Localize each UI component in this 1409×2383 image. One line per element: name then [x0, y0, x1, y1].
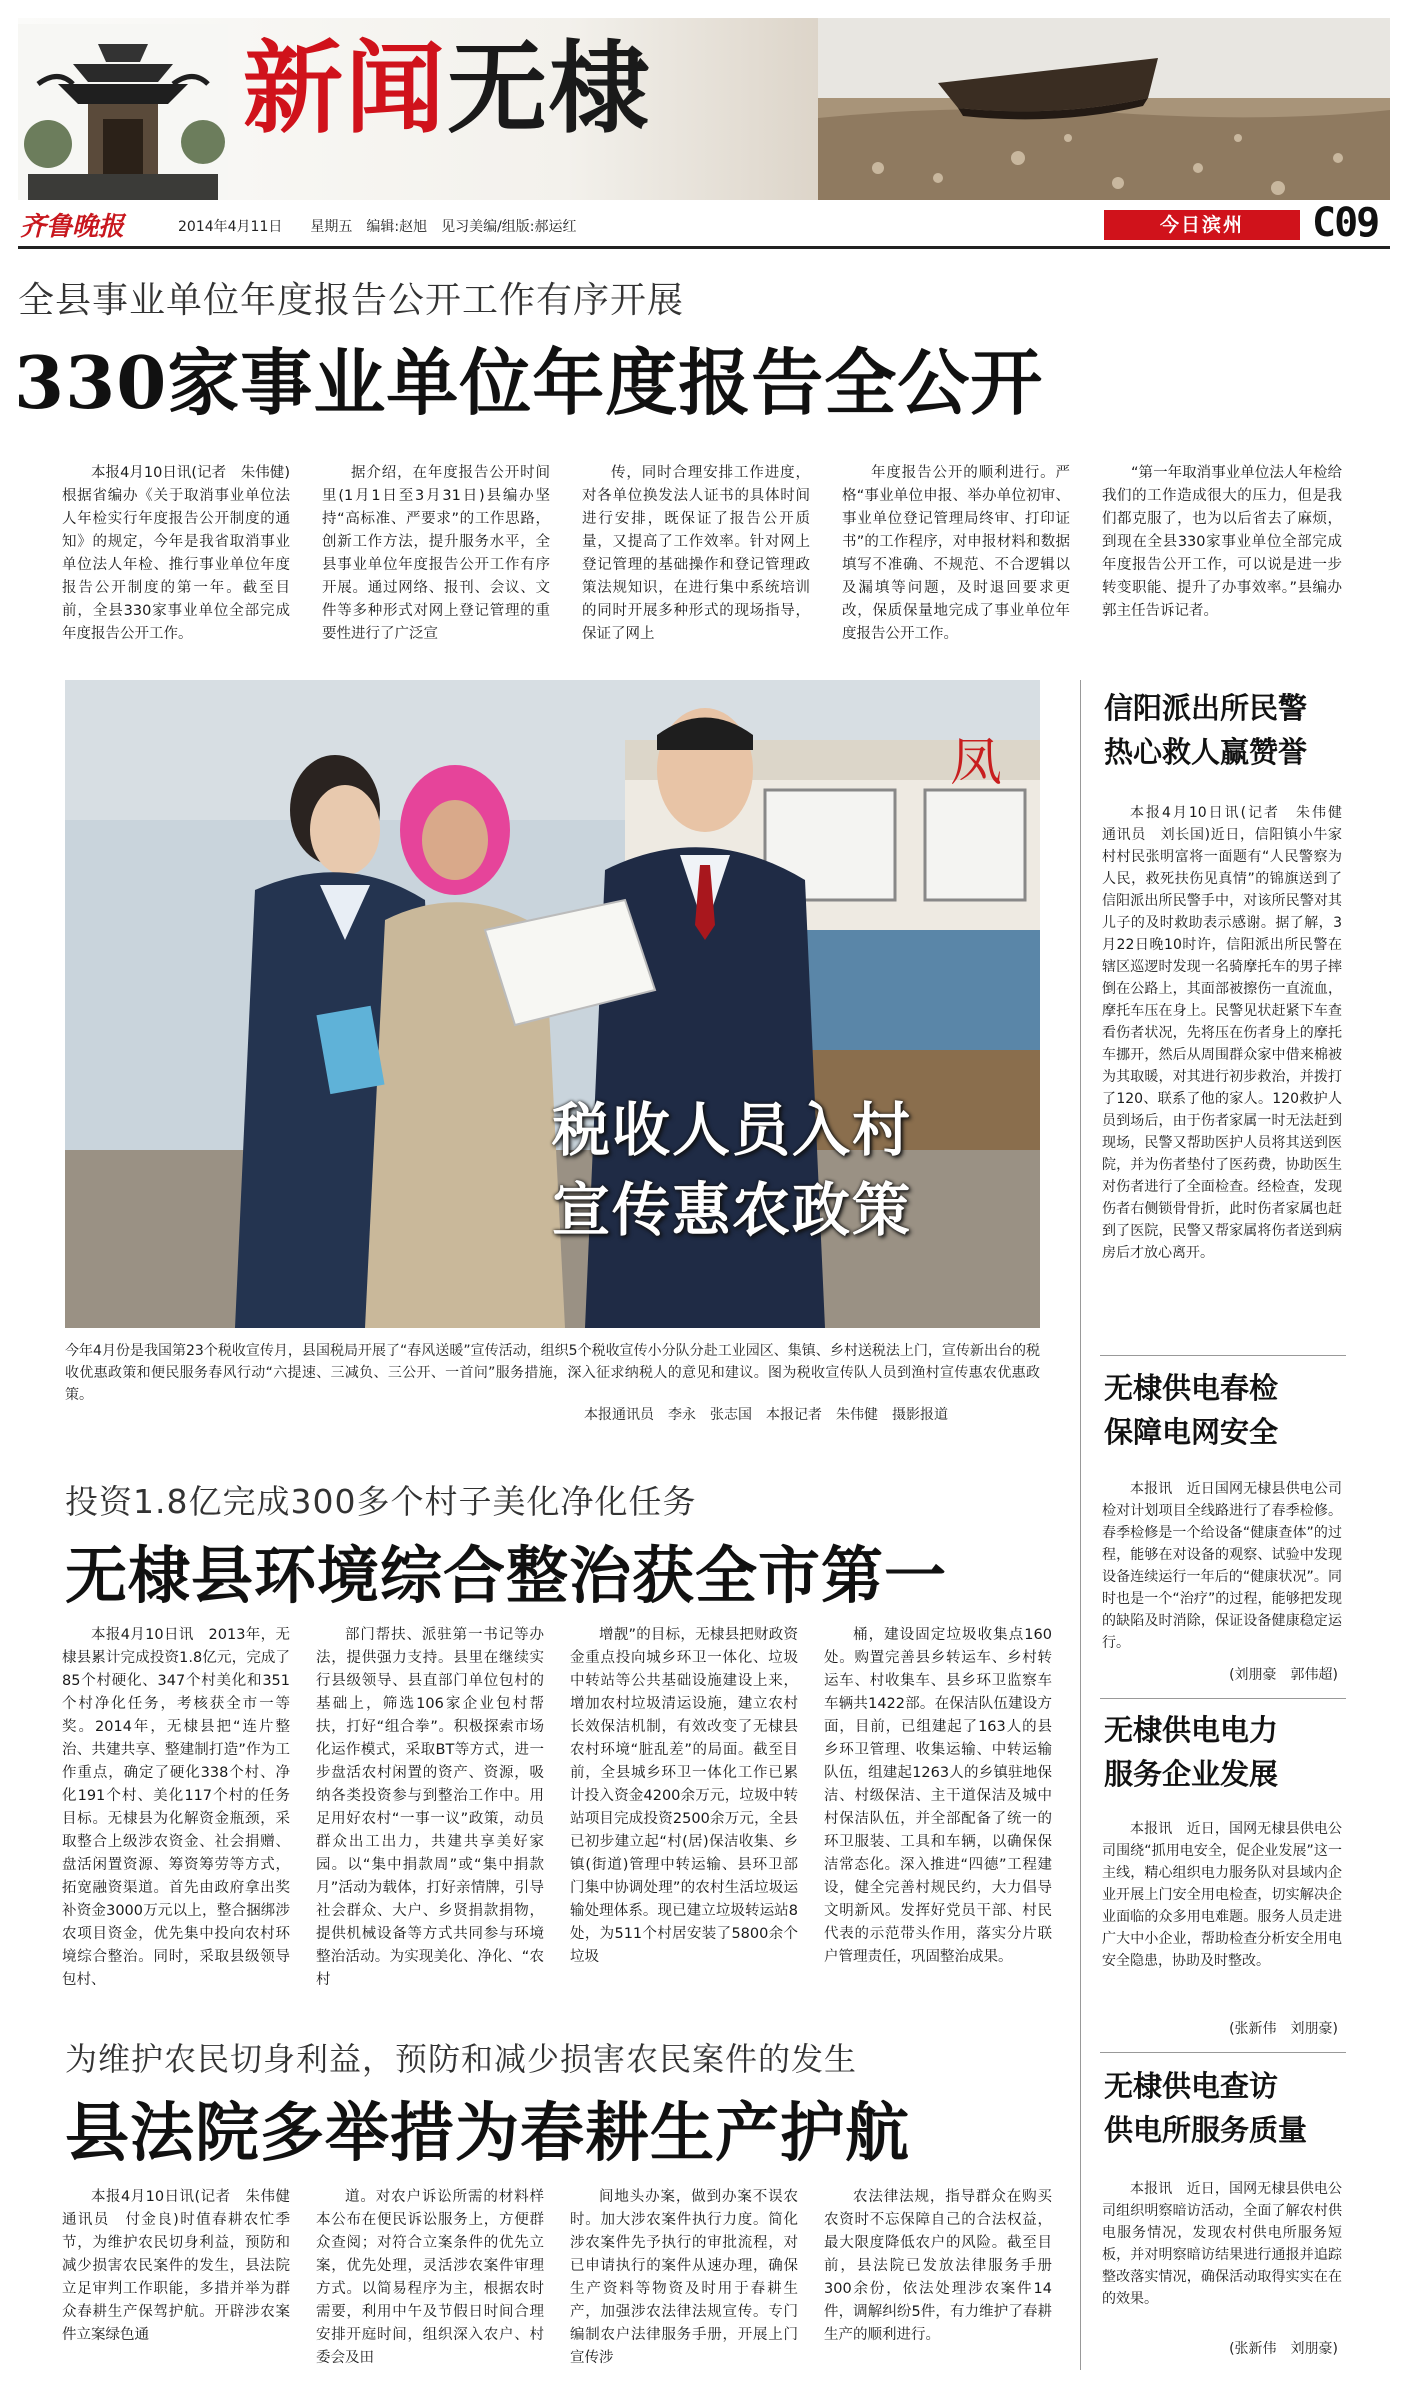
- side4-body: 本报讯 近日，国网无棣县供电公司组织明察暗访活动，全面了解农村供电服务情况，发现农村供电所服务短板，并对明察暗访结果进行通报并追踪整改落实情况，确保活动取得实实在在的效果。: [1102, 2181, 1342, 2307]
- side2-body: 本报讯 近日国网无棣县供电公司检对计划项目全线路进行了春季检修。春季检修是一个给设备“健康查体”的过程，能够在对设备的观察、试验中发现设备连续运行一年后的“健康状况”。同时也是一个“治疗”的过程，能够把发现的缺陷及时消除，保证设备健康稳定运行。: [1102, 1481, 1342, 1651]
- story3-headline: 县法院多举措为春耕生产护航: [65, 2096, 910, 2171]
- story3-kicker: 为维护农民切身利益，预防和减少损害农民案件的发生: [65, 2040, 858, 2078]
- story2-column-4: 桶，建设固定垃圾收集点160处。购置完善县乡转运车、乡村转运车、村收集车、县乡环卫监察车车辆共1422部。在保洁队伍建设方面，目前，已组建起了163人的县乡环卫管理、收集运输、中转运输队伍，组建起1263人的乡镇驻地保洁、村级保洁、主干道保洁及城中村保洁队伍，并全部配备了统一的环卫服装、工具和车辆，以确保保洁常态化。深入推进“四德”工程建设，健全完善村规民约，大力倡导文明新风。发挥好党员干部、村民代表的示范带头作用，落实分片联户管理责任，巩固整治成果。: [824, 1627, 1052, 1965]
- masthead-title-black: 无棣: [447, 29, 651, 147]
- issue-editor: 编辑:赵旭: [366, 219, 428, 235]
- story2-column-3: 增靓”的目标，无棣县把财政资金重点投向城乡环卫一体化、垃圾中转站等公共基础设施建设上来，增加农村垃圾清运设施，建立农村长效保洁机制，有效改变了无棣县农村环境“脏乱差”的局面。截至目前，全县城乡环卫一体化工作已累计投入资金4200余万元，垃圾中转站项目完成投资2500余万元，全县已初步建立起“村(居)保洁收集、乡镇(街道)管理中转运输、县环卫部门集中协调处理”的农村生活垃圾运输处理体系。现已建立垃圾转运站8处，为511个村居安装了5800余个垃圾: [570, 1627, 798, 1965]
- photo-caption: 今年4月份是我国第23个税收宣传月，县国税局开展了“春风送暖”宣传活动，组织5个税收宣传小分队分赴工业园区、集镇、乡村送税法上门，宣传新出台的税收优惠政策和便民服务春风行动“六提速、三减负、三公开、一首问”服务措施，深入征求纳税人的意见和建议。图为税收宣传队人员到渔村宣传惠农优惠政策。: [65, 1343, 1040, 1403]
- beach-boat-illustration: [818, 18, 1390, 200]
- newspaper-logo: 齐鲁晚报: [20, 212, 125, 242]
- issue-info: [178, 216, 577, 236]
- story1-kicker: 全县事业单位年度报告公开工作有序开展: [18, 280, 685, 321]
- story2-headline: 无棣县环境综合整治获全市第一: [65, 1539, 948, 1612]
- page-number: C09: [1312, 200, 1379, 246]
- photo-credit: 本报通讯员 李永 张志国 本报记者 朱伟健 摄影报道: [584, 1407, 948, 1423]
- story1-column-3: 传，同时合理安排工作进度，对各单位换发法人证书的具体时间进行安排，既保证了报告公开质量，又提高了工作效率。针对网上登记管理的基础操作和登记管理政策法规知识，在进行集中系统培训的同时开展多种形式的现场指导，保证了网上: [582, 465, 810, 642]
- story1-column-1: 本报4月10日讯(记者 朱伟健)根据省编办《关于取消事业单位法人年检实行年度报告公开制度的通知》的规定，今年是我省取消事业单位法人年检、推行事业单位年度报告公开制度的第一年。截至目前，全县330家事业单位全部完成年度报告公开工作。: [62, 465, 290, 642]
- story1-column-2: 据介绍，在年度报告公开时间里(1月1日至3月31日)县编办坚持“高标准、严要求”的工作思路，创新工作方法，提升服务水平，全县事业单位年度报告公开工作有序开展。通过网络、报刊、会议、文件等多种形式对网上登记管理的重要性进行了广泛宣: [322, 465, 550, 642]
- issue-proof: 见习美编/组版:郝运红: [441, 219, 577, 235]
- side3-headline: 无棣供电电力 服务企业发展: [1104, 1713, 1279, 1791]
- side1-headline: 信阳派出所民警 热心救人赢赞誉: [1104, 691, 1308, 769]
- story2-column-2: 部门帮扶、派驻第一书记等办法，提供强力支持。县里在继续实行县级领导、县直部门单位包村的基础上，筛选106家企业包村帮扶，打好“组合拳”。积极探索市场化运作模式，采取BT等方式，进一步盘活农村闲置的资产、资源，吸纳各类投资参与到整治工作中。用足用好农村“一事一议”政策，动员群众出工出力，共建共享美好家园。以“集中捐款周”或“集中捐款月”活动为载体，打好亲情牌，引导社会群众、大户、乡贤捐款捐物，提供机械设备等方式共同参与环境整治活动。为实现美化、净化、“农村: [316, 1627, 544, 1988]
- side4-byline: (张新伟 刘朋豪): [1229, 2341, 1338, 2357]
- masthead-title-red: 新闻: [243, 29, 447, 147]
- issue-date: 2014年4月11日: [178, 219, 283, 235]
- story1-column-5: “第一年取消事业单位法人年检给我们的工作造成很大的压力，但是我们都克服了，也为以后省去了麻烦，到现在全县330家事业单位全部完成年度报告公开工作，可以说是进一步转变职能、提升了办事效率。”县编办郭主任告诉记者。: [1102, 465, 1342, 619]
- sidebar-rule-3: [1100, 2052, 1346, 2053]
- section-tag: 今日滨州: [1104, 210, 1300, 240]
- header-rule: [18, 246, 1390, 249]
- overlay-line-2: 宣传惠农政策: [552, 1176, 913, 1244]
- issue-weekday: 星期五: [310, 219, 353, 235]
- story3-column-3: 间地头办案，做到办案不误农时。加大涉农案件执行力度。简化涉农案件先予执行的审批流程，对已申请执行的案件从速办理，确保生产资料等物资及时用于春耕生产，加强涉农法律法规宣传。专门编制农户法律服务手册，开展上门宣传涉: [570, 2189, 798, 2366]
- story2-kicker: 投资1.8亿完成300多个村子美化净化任务: [65, 1482, 697, 1521]
- story3-column-4: 农法律法规，指导群众在购买农资时不忘保障自己的合法权益，最大限度降低农户的风险。截至目前，县法院已发放法律服务手册300余份，依法处理涉农案件14件，调解纠纷5件，有力维护了春耕生产的顺利进行。: [824, 2189, 1052, 2343]
- story2-column-1: 本报4月10日讯 2013年，无棣县累计完成投资1.8亿元，完成了85个村硬化、347个村美化和351个村净化任务，考核获全市一等奖。2014年，无棣县把“连片整治、共建共享、整建制打造”作为工作重点，确定了硬化338个村、净化191个村、美化117个村的任务目标。无棣县为化解资金瓶颈，采取整合上级涉农资金、社会捐赠、盘活闲置资源、筹资筹劳等方式，拓宽融资渠道。首先由政府拿出奖补资金3000万元以上，整合捆绑涉农项目资金，优先集中投向农村环境综合整治。同时，采取县级领导包村、: [62, 1627, 290, 1988]
- story3-column-1: 本报4月10日讯(记者 朱伟健 通讯员 付金良)时值春耕农忙季节，为维护农民切身利益，预防和减少损害农民案件的发生，县法院立足审判工作职能，多措并举为群众春耕生产保驾护航。开辟涉农案件立案绿色通: [62, 2189, 305, 2343]
- pagoda-illustration: [18, 24, 228, 200]
- masthead-banner: [18, 18, 1390, 200]
- side3-byline: (张新伟 刘朋豪): [1229, 2021, 1338, 2037]
- story1-headline: 330家事业单位年度报告全公开: [14, 340, 1044, 425]
- photo-overlay-title: [552, 1090, 912, 1250]
- masthead-title: [243, 29, 651, 147]
- info-bar: [18, 200, 1390, 244]
- sidebar-rule-1: [1100, 1355, 1346, 1356]
- story1-column-4: 年度报告公开的顺利进行。严格“事业单位申报、举办单位初审、事业单位登记管理局终审、打印证书”的工作程序，对申报材料和数据填写不准确、不规范、不合逻辑以及漏填等问题，及时退回要求更改，保质保量地完成了事业单位年度报告公开工作。: [842, 465, 1070, 642]
- sidebar-divider: [1080, 680, 1081, 2370]
- side3-body: 本报讯 近日，国网无棣县供电公司围绕“抓用电安全，促企业发展”这一主线，精心组织电力服务队对县域内企业开展上门安全用电检查，切实解决企业面临的众多用电难题。服务人员走进广大中小企业，帮助检查分析安全用电安全隐患，协助及时整改。: [1102, 1821, 1342, 1969]
- boat-character: 凤: [950, 733, 1003, 793]
- side1-body: 本报4月10日讯(记者 朱伟健 通讯员 刘长国)近日，信阳镇小牛家村村民张明富将一面题有“人民警察为人民，救死扶伤见真情”的锦旗送到了信阳派出所民警手中，对该所民警对其儿子的及时救助表示感谢。据了解，3月22日晚10时许，信阳派出所民警在辖区巡逻时发现一名骑摩托车的男子摔倒在公路上，其面部被擦伤一直流血，摩托车压在身上。民警见状赶紧下车查看伤者状况，先将压在伤者身上的摩托车挪开，然后从周围群众家中借来棉被为其取暖，对其进行初步救治，并拨打了120、联系了他的家人。120救护人员到场后，由于伤者家属一时无法赶到现场，民警又帮助医护人员将其送到医院，并为伤者垫付了医药费，协助医生对伤者进行了全面检查。经检查，发现伤者右侧锁骨骨折，此时伤者家属也赶到了医院，民警又帮家属将伤者送到病房后才放心离开。: [1102, 805, 1356, 1261]
- side4-headline: 无棣供电查访 供电所服务质量: [1104, 2069, 1308, 2147]
- sidebar-rule-2: [1100, 1698, 1346, 1699]
- side2-headline: 无棣供电春检 保障电网安全: [1104, 1371, 1279, 1449]
- side2-byline: (刘朋豪 郭伟超): [1229, 1667, 1338, 1683]
- story3-column-2: 道。对农户诉讼所需的材料样本公布在便民诉讼服务上，方便群众查阅；对符合立案条件的优先立案，优先处理，灵活涉农案件审理方式。以简易程序为主，根据农时需要，利用中午及节假日时间合理安排开庭时间，组织深入农户、村委会及田: [316, 2189, 544, 2366]
- overlay-line-1: 税收人员入村: [552, 1096, 913, 1164]
